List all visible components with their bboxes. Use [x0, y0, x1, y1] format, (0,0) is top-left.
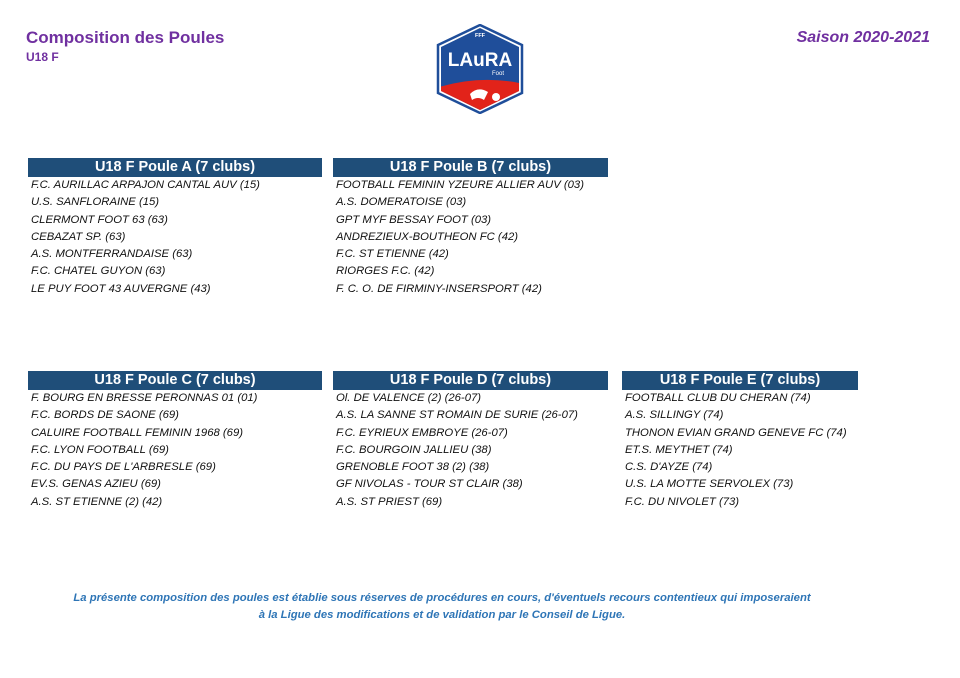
poule-b-title: U18 F Poule B (7 clubs): [333, 158, 608, 177]
club-item: F.C. DU PAYS DE L'ARBRESLE (69): [31, 461, 216, 474]
logo-name-text: LAuRA: [447, 50, 513, 71]
club-item: GPT MYF BESSAY FOOT (03): [336, 213, 492, 226]
club-item: CLERMONT FOOT 63 (63): [31, 213, 168, 226]
club-item: Ol. DE VALENCE (2) (26-07): [336, 392, 482, 404]
club-item: A.S. LA SANNE ST ROMAIN DE SURIE (26-07): [336, 409, 578, 422]
club-item: ANDREZIEUX-BOUTHEON FC (42): [336, 230, 519, 243]
logo-sub-text: Foot: [491, 71, 505, 77]
category-label: U18 F: [26, 50, 59, 64]
club-item: F.C. BORDS DE SAONE (69): [31, 409, 179, 422]
disclaimer-line-1: La présente composition des poules est établie sous réserves de procédures en cours, d'éventuels recours contentieux qui imposeraient: [73, 592, 811, 604]
laura-foot-logo: [436, 24, 524, 114]
poule-d: [333, 371, 608, 511]
poule-a: [28, 158, 322, 298]
club-item: F.C. AURILLAC ARPAJON CANTAL AUV (15): [31, 179, 260, 191]
club-item: F. BOURG EN BRESSE PERONNAS 01 (01): [31, 392, 258, 404]
club-item: U.S. SANFLORAINE (15): [31, 196, 160, 209]
club-item: CEBAZAT SP. (63): [31, 230, 126, 243]
club-item: RIORGES F.C. (42): [336, 265, 435, 278]
club-item: GRENOBLE FOOT 38 (2) (38): [336, 461, 490, 474]
disclaimer-note: [0, 590, 884, 624]
poule-b: [333, 158, 608, 298]
poule-c-title: U18 F Poule C (7 clubs): [28, 371, 322, 390]
club-item: F.C. LYON FOOTBALL (69): [31, 443, 169, 456]
club-item: GF NIVOLAS - TOUR ST CLAIR (38): [336, 478, 523, 491]
club-item: ET.S. MEYTHET (74): [625, 443, 733, 456]
club-item: F.C. BOURGOIN JALLIEU (38): [336, 443, 492, 456]
club-item: FOOTBALL CLUB DU CHERAN (74): [625, 392, 811, 404]
club-item: F.C. CHATEL GUYON (63): [31, 265, 166, 278]
club-item: A.S. DOMERATOISE (03): [336, 196, 467, 209]
club-item: F.C. ST ETIENNE (42): [336, 248, 449, 261]
poule-e-title: U18 F Poule E (7 clubs): [622, 371, 858, 390]
club-item: A.S. SILLINGY (74): [625, 409, 724, 422]
club-item: A.S. ST PRIEST (69): [336, 495, 443, 508]
disclaimer-line-2: à la Ligue des modifications et de validation par le Conseil de Ligue.: [258, 609, 626, 621]
club-item: EV.S. GENAS AZIEU (69): [31, 478, 161, 491]
poule-a-title: U18 F Poule A (7 clubs): [28, 158, 322, 177]
logo-fff-text: FFF: [474, 33, 486, 39]
club-item: THONON EVIAN GRAND GENEVE FC (74): [625, 426, 847, 439]
club-item: A.S. MONTFERRANDAISE (63): [31, 248, 193, 261]
club-item: U.S. LA MOTTE SERVOLEX (73): [625, 478, 794, 491]
club-item: C.S. D'AYZE (74): [625, 461, 713, 474]
page-title: Composition des Poules: [26, 28, 225, 47]
club-item: CALUIRE FOOTBALL FEMININ 1968 (69): [31, 426, 243, 439]
club-item: F.C. EYRIEUX EMBROYE (26-07): [336, 426, 508, 439]
poule-d-title: U18 F Poule D (7 clubs): [333, 371, 608, 390]
club-item: A.S. ST ETIENNE (2) (42): [31, 495, 163, 508]
poule-e: [622, 371, 858, 511]
poule-c: [28, 371, 322, 511]
club-item: F.C. DU NIVOLET (73): [625, 495, 740, 508]
season-label: Saison 2020-2021: [796, 29, 930, 46]
club-item: LE PUY FOOT 43 AUVERGNE (43): [31, 282, 211, 295]
club-item: F. C. O. DE FIRMINY-INSERSPORT (42): [336, 282, 542, 295]
club-item: FOOTBALL FEMININ YZEURE ALLIER AUV (03): [336, 179, 584, 191]
